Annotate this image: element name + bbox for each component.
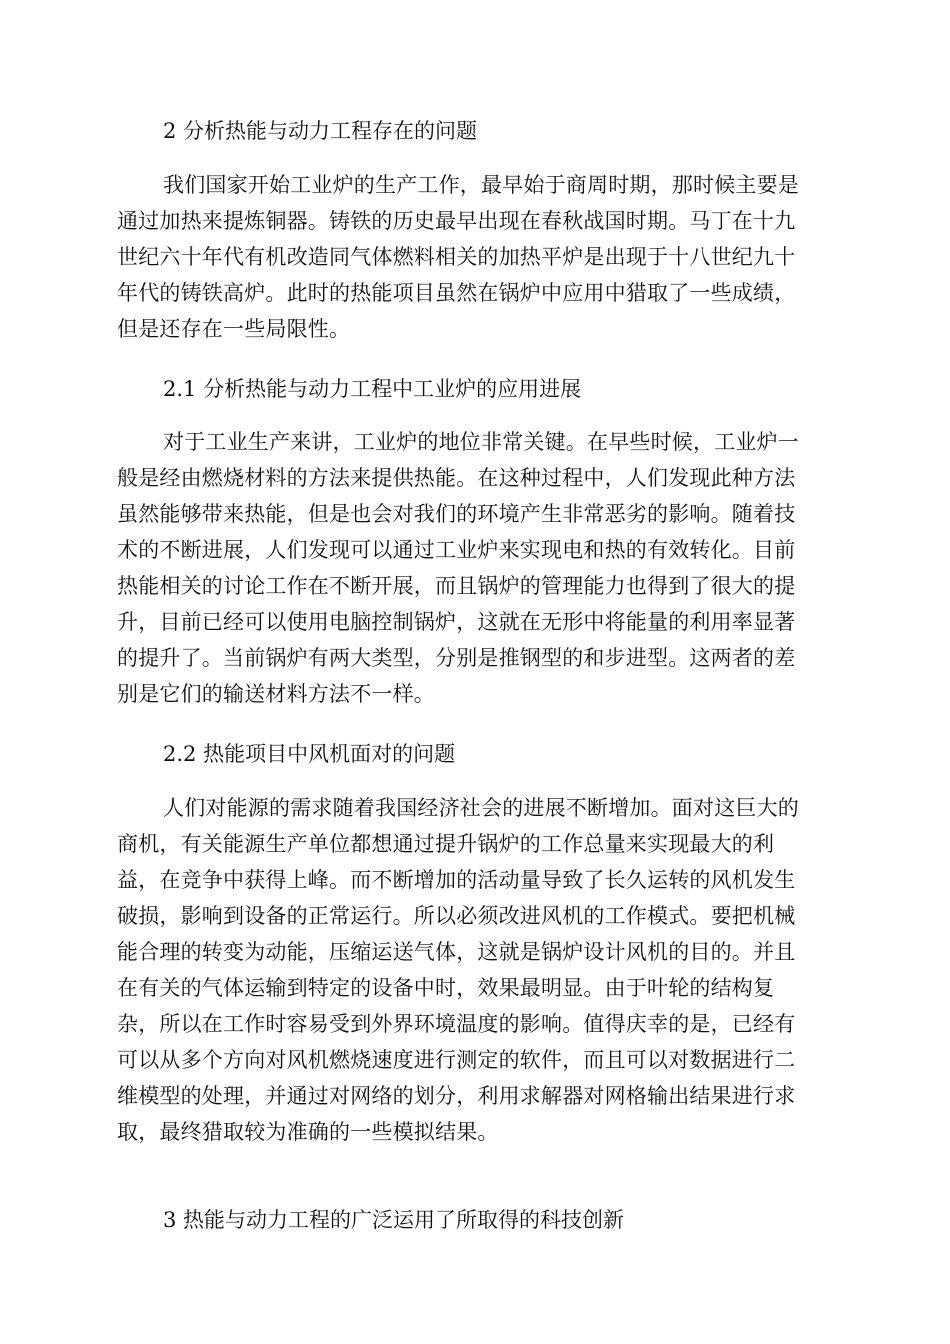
paragraph-line: 升，目前已经可以使用电脑控制锅炉，这就在无形中将能量的利用率显著 [117, 610, 796, 634]
paragraph-line: 取，最终猎取较为准确的一些模拟结果。 [117, 1120, 499, 1144]
section-heading-2: 2 分析热能与动力工程存在的问题 [163, 119, 478, 143]
section-heading-2-1: 2.1 分析热能与动力工程中工业炉的应用进展 [163, 377, 582, 401]
paragraph-line: 可以从多个方向对风机燃烧速度进行测定的软件，而且可以对数据进行二 [117, 1048, 796, 1072]
paragraph-line: 我们国家开始工业炉的生产工作，最早始于商周时期，那时候主要是 [163, 173, 799, 197]
paragraph-line: 对于工业生产来讲，工业炉的地位非常关键。在早些时候，工业炉一 [163, 430, 799, 454]
paragraph-line: 能合理的转变为动能，压缩运送气体，这就是锅炉设计风机的目的。并且 [117, 940, 796, 964]
paragraph-line: 的提升了。当前锅炉有两大类型，分别是推钢型的和步进型。这两者的差 [117, 646, 796, 670]
paragraph-line: 在有关的气体运输到特定的设备中时，效果最明显。由于叶轮的结构复 [117, 976, 775, 1000]
section-heading-3: 3 热能与动力工程的广泛运用了所取得的科技创新 [163, 1208, 625, 1232]
paragraph-line: 热能相关的讨论工作在不断开展，而且锅炉的管理能力也得到了很大的提 [117, 574, 796, 598]
paragraph-line: 商机，有关能源生产单位都想通过提升锅炉的工作总量来实现最大的利 [117, 832, 775, 856]
paragraph-line: 年代的铸铁高炉。此时的热能项目虽然在锅炉中应用中猎取了一些成绩， [117, 281, 796, 305]
section-heading-2-2: 2.2 热能项目中风机面对的问题 [163, 742, 456, 766]
paragraph-line: 维模型的处理，并通过对网络的划分，利用求解器对网格输出结果进行求 [117, 1084, 796, 1108]
paragraph-line: 虽然能够带来热能，但是也会对我们的环境产生非常恶劣的影响。随着技 [117, 502, 796, 526]
paragraph-line: 术的不断进展，人们发现可以通过工业炉来实现电和热的有效转化。目前 [117, 538, 796, 562]
paragraph-line: 别是它们的输送材料方法不一样。 [117, 682, 435, 706]
paragraph-line: 破损，影响到设备的正常运行。所以必须改进风机的工作模式。要把机械 [117, 904, 796, 928]
paragraph-line: 世纪六十年代有机改造同气体燃料相关的加热平炉是出现于十八世纪九十 [117, 245, 796, 269]
paragraph-line: 但是还存在一些局限性。 [117, 317, 351, 341]
paragraph-line: 人们对能源的需求随着我国经济社会的进展不断增加。面对这巨大的 [163, 796, 799, 820]
paragraph-line: 般是经由燃烧材料的方法来提供热能。在这种过程中，人们发现此种方法 [117, 466, 796, 490]
paragraph-line: 通过加热来提炼铜器。铸铁的历史最早出现在春秋战国时期。马丁在十九 [117, 209, 796, 233]
paragraph-line: 杂，所以在工作时容易受到外界环境温度的影响。值得庆幸的是，已经有 [117, 1012, 796, 1036]
paragraph-line: 益，在竞争中获得上峰。而不断增加的活动量导致了长久运转的风机发生 [117, 868, 796, 892]
